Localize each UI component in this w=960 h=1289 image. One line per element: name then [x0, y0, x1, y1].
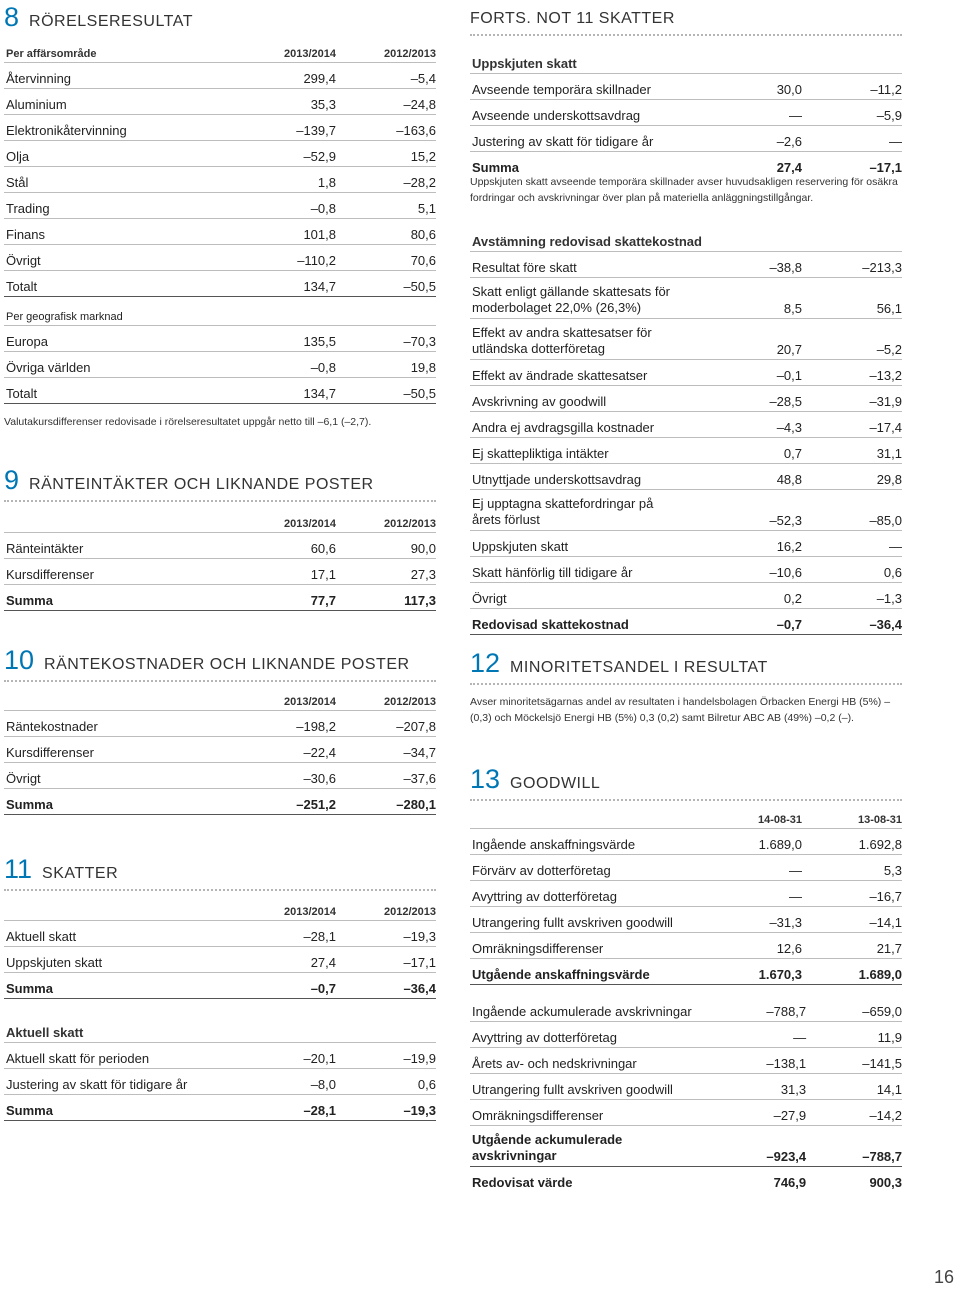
row-label: Övrigt: [470, 583, 682, 609]
row-label: Skatt hänförlig till tidigare år: [470, 557, 682, 583]
value-current: —: [682, 881, 802, 907]
value-current: 27,4: [216, 947, 336, 973]
row-label: Aluminium: [4, 89, 216, 115]
value-current: –30,6: [216, 763, 336, 789]
value-current: –52,3: [682, 490, 802, 531]
value-previous: –5,9: [802, 100, 902, 126]
note-8-heading: [4, 4, 436, 31]
row-label: Europa: [4, 326, 216, 352]
header-year-current: 14-08-31: [682, 806, 802, 829]
table-row: [470, 933, 902, 959]
value-current: –923,4: [692, 1126, 806, 1167]
value-previous: –19,9: [336, 1043, 436, 1069]
value-current: –20,1: [216, 1043, 336, 1069]
value-current: 17,1: [216, 559, 336, 585]
value-previous: 80,6: [336, 219, 436, 245]
table-row: [4, 559, 436, 585]
value-current: 16,2: [682, 531, 802, 557]
table-subheader: [4, 300, 436, 326]
table-header: [4, 40, 436, 63]
table-row: [4, 737, 436, 763]
table-header: [4, 510, 436, 533]
note-10-heading: [4, 647, 436, 682]
value-current: –28,5: [682, 386, 802, 412]
value-current: –198,2: [216, 711, 336, 737]
table-row: [4, 1095, 436, 1121]
value-current: –788,7: [692, 996, 806, 1022]
row-label: Årets av- och nedskrivningar: [470, 1048, 692, 1074]
value-previous: —: [802, 531, 902, 557]
table-subheader: [470, 48, 902, 74]
value-current: –28,1: [216, 1095, 336, 1121]
row-label: Ej upptagna skattefordringar på årets förlust: [470, 490, 682, 531]
value-previous: –14,2: [806, 1100, 902, 1126]
note-number: 8: [4, 2, 20, 32]
row-label: Aktuell skatt för perioden: [4, 1043, 216, 1069]
note-title: SKATTER: [42, 865, 119, 882]
note-number: 13: [470, 764, 501, 794]
value-previous: –5,2: [802, 319, 902, 360]
row-label: Redovisad skattekostnad: [470, 609, 682, 635]
value-current: 299,4: [216, 63, 336, 89]
row-label: Avskrivning av goodwill: [470, 386, 682, 412]
value-previous: 900,3: [869, 1175, 902, 1190]
value-previous: –14,1: [802, 907, 902, 933]
row-label: Ingående anskaffningsvärde: [470, 829, 682, 855]
table-row: [4, 89, 436, 115]
row-label: Omräkningsdifferenser: [470, 933, 682, 959]
value-current: —: [682, 855, 802, 881]
header-label: [4, 688, 216, 711]
value-current: —: [682, 100, 802, 126]
value-previous: –19,3: [336, 921, 436, 947]
table-row: [470, 1167, 902, 1193]
row-label: Avseende underskottsavdrag: [470, 100, 682, 126]
row-label: Utrangering fullt avskriven goodwill: [470, 907, 682, 933]
value-current: –2,6: [682, 126, 802, 152]
value-current: –0,8: [216, 193, 336, 219]
value-previous: –36,4: [336, 973, 436, 999]
table-row: [4, 378, 436, 404]
row-label: Summa: [472, 160, 519, 175]
value-current: 101,8: [216, 219, 336, 245]
value-previous: –31,9: [802, 386, 902, 412]
value-previous: 56,1: [802, 278, 902, 319]
value-previous: –17,1: [869, 160, 902, 175]
table-row: [4, 585, 436, 611]
value-previous: 0,6: [802, 557, 902, 583]
dotted-divider: [4, 889, 436, 891]
value-current: 20,7: [682, 319, 802, 360]
value-current: 746,9: [773, 1175, 807, 1190]
table-row: [470, 319, 902, 360]
currency-note: Valutakursdifferenser redovisade i rörelseresultatet uppgår netto till –6,1 (–2,7).: [4, 416, 372, 428]
table-row: [470, 557, 902, 583]
header-label: Per affärsområde: [4, 40, 216, 63]
table-row: [470, 855, 902, 881]
table-row: [4, 711, 436, 737]
note-title: RÄNTEINTÄKTER OCH LIKNANDE POSTER: [29, 476, 374, 493]
value-previous: –24,8: [336, 89, 436, 115]
value-current: 1,8: [216, 167, 336, 193]
row-label: Andra ej avdragsgilla kostnader: [470, 412, 682, 438]
dotted-divider: [470, 34, 902, 36]
subheader-label: Aktuell skatt: [4, 1017, 436, 1043]
table-row: [470, 386, 902, 412]
subheader-label: Avstämning redovisad skattekostnad: [470, 226, 902, 252]
row-label: Räntekostnader: [4, 711, 216, 737]
value-current: –251,2: [216, 789, 336, 815]
table-row: [4, 167, 436, 193]
note-title: RÖRELSERESULTAT: [29, 13, 194, 30]
table-row: [470, 531, 902, 557]
table-row: [4, 193, 436, 219]
table-row: [470, 609, 902, 635]
value-current: –28,1: [216, 921, 336, 947]
value-current: –0,7: [216, 973, 336, 999]
value-current: —: [692, 1022, 806, 1048]
header-year-previous: 2012/2013: [336, 688, 436, 711]
value-previous: –70,3: [336, 326, 436, 352]
dotted-divider: [470, 683, 902, 685]
table-row: [4, 789, 436, 815]
table-row: [4, 921, 436, 947]
value-current: 8,5: [682, 278, 802, 319]
value-previous: –37,6: [336, 763, 436, 789]
value-current: 35,3: [216, 89, 336, 115]
table-row: [4, 271, 436, 297]
value-current: –0,8: [216, 352, 336, 378]
current-tax-table: [4, 1017, 436, 1121]
header-year-current: 2013/2014: [216, 510, 336, 533]
header-label: [4, 898, 216, 921]
row-label: Resultat före skatt: [470, 252, 682, 278]
header-year-current: 2013/2014: [216, 688, 336, 711]
interest-expense-table: [4, 688, 436, 815]
note-title: MINORITETSANDEL I RESULTAT: [510, 659, 768, 676]
table-row: [470, 100, 902, 126]
header-label: [470, 806, 682, 829]
row-label: Olja: [4, 141, 216, 167]
value-current: 0,7: [682, 438, 802, 464]
value-previous: 5,3: [802, 855, 902, 881]
table-row: [470, 996, 902, 1022]
value-previous: –13,2: [802, 360, 902, 386]
table-row: [470, 490, 902, 531]
row-label: Avyttring av dotterföretag: [470, 881, 682, 907]
value-current: 135,5: [216, 326, 336, 352]
table-header: [4, 898, 436, 921]
value-previous: 29,8: [802, 464, 902, 490]
value-previous: 19,8: [336, 352, 436, 378]
goodwill-acquisition-table: [470, 806, 902, 985]
table-row: [4, 245, 436, 271]
row-label: Summa: [4, 585, 216, 611]
value-previous: 21,7: [802, 933, 902, 959]
row-label: Stål: [4, 167, 216, 193]
subheader-label: Uppskjuten skatt: [470, 48, 902, 74]
table-row: [470, 464, 902, 490]
tax-table: [4, 898, 436, 999]
table-row: [4, 115, 436, 141]
table-row: [470, 438, 902, 464]
value-previous: –141,5: [806, 1048, 902, 1074]
row-label: Övrigt: [4, 245, 216, 271]
value-previous: –280,1: [336, 789, 436, 815]
table-row: [470, 1100, 902, 1126]
table-row: [4, 352, 436, 378]
value-current: 31,3: [692, 1074, 806, 1100]
row-label: Ingående ackumulerade avskrivningar: [470, 996, 692, 1022]
table-row: [470, 1048, 902, 1074]
value-previous: 15,2: [336, 141, 436, 167]
dotted-divider: [4, 500, 436, 502]
value-current: 77,7: [216, 585, 336, 611]
table-row: [4, 947, 436, 973]
header-label: [4, 510, 216, 533]
minority-text: Avser minoritetsägarnas andel av resultaten i handelsbolagen Örbacken Energi HB (5%) – (0,3) och Möckelsjö Energi HB (5%) 0,3 (0,2) samt Bilretur ABC AB (49%) –0,2 (–).: [470, 696, 891, 724]
table-row: [470, 881, 902, 907]
row-label: Ej skattepliktiga intäkter: [470, 438, 682, 464]
row-label: Justering av skatt för tidigare år: [470, 126, 682, 152]
row-label: Effekt av ändrade skattesatser: [470, 360, 682, 386]
row-label: Totalt: [4, 378, 216, 404]
row-label: Ränteintäkter: [4, 533, 216, 559]
dotted-divider: [4, 680, 436, 682]
table-row: [4, 763, 436, 789]
value-previous: 27,3: [336, 559, 436, 585]
value-current: –0,7: [682, 609, 802, 635]
deferred-tax-table: [470, 48, 902, 177]
value-previous: –85,0: [802, 490, 902, 531]
table-row: [470, 412, 902, 438]
value-previous: –213,3: [802, 252, 902, 278]
value-previous: –17,4: [802, 412, 902, 438]
row-label: Summa: [4, 1095, 216, 1121]
note-number: 9: [4, 465, 20, 495]
interest-income-table: [4, 510, 436, 611]
table-row: [470, 907, 902, 933]
row-label: Avseende temporära skillnader: [470, 74, 682, 100]
value-current: 12,6: [682, 933, 802, 959]
row-label: Kursdifferenser: [4, 559, 216, 585]
header-year-previous: 2012/2013: [336, 40, 436, 63]
row-label: Uppskjuten skatt: [4, 947, 216, 973]
value-current: –10,6: [682, 557, 802, 583]
value-current: –52,9: [216, 141, 336, 167]
value-previous: 117,3: [336, 585, 436, 611]
value-previous: —: [802, 126, 902, 152]
note-13-heading: [470, 766, 902, 801]
value-previous: 31,1: [802, 438, 902, 464]
note-9-heading: [4, 467, 436, 502]
row-label: Förvärv av dotterföretag: [470, 855, 682, 881]
value-previous: 90,0: [336, 533, 436, 559]
header-year-previous: 13-08-31: [802, 806, 902, 829]
row-label: Effekt av andra skattesatser för utländska dotterföretag: [470, 319, 682, 360]
row-label: Summa: [4, 789, 216, 815]
table-row: [4, 973, 436, 999]
value-current: –31,3: [682, 907, 802, 933]
value-previous: 1.689,0: [802, 959, 902, 985]
row-label: Övriga världen: [4, 352, 216, 378]
continued-note-11-heading: [470, 10, 902, 36]
row-label: Uppskjuten skatt: [470, 531, 682, 557]
table-row: [470, 252, 902, 278]
note-number: 11: [4, 854, 33, 884]
page-number: 16: [933, 1267, 954, 1287]
value-current: –8,0: [216, 1069, 336, 1095]
value-current: –139,7: [216, 115, 336, 141]
row-label: Övrigt: [4, 763, 216, 789]
value-previous: –34,7: [336, 737, 436, 763]
value-current: –22,4: [216, 737, 336, 763]
value-previous: –163,6: [336, 115, 436, 141]
value-current: –110,2: [216, 245, 336, 271]
row-label: Utgående anskaffningsvärde: [470, 959, 682, 985]
value-current: 1.670,3: [682, 959, 802, 985]
subheader-label: Per geografisk marknad: [4, 300, 436, 326]
table-row: [470, 1022, 902, 1048]
value-current: –138,1: [692, 1048, 806, 1074]
table-row: [4, 63, 436, 89]
note-title: RÄNTEKOSTNADER OCH LIKNANDE POSTER: [44, 656, 410, 673]
value-current: 1.689,0: [682, 829, 802, 855]
goodwill-depreciation-table: [470, 996, 902, 1192]
header-year-current: 2013/2014: [216, 40, 336, 63]
row-label: Aktuell skatt: [4, 921, 216, 947]
value-previous: 0,6: [336, 1069, 436, 1095]
value-previous: –28,2: [336, 167, 436, 193]
table-row: [4, 326, 436, 352]
row-label: Omräkningsdifferenser: [470, 1100, 692, 1126]
value-current: 134,7: [216, 378, 336, 404]
row-label: Utgående ackumulerade avskrivningar: [470, 1126, 692, 1167]
value-previous: –19,3: [336, 1095, 436, 1121]
table-row: [470, 126, 902, 152]
row-label: Utrangering fullt avskriven goodwill: [470, 1074, 692, 1100]
value-current: 134,7: [216, 271, 336, 297]
value-current: –4,3: [682, 412, 802, 438]
deferred-tax-note: Uppskjuten skatt avseende temporära skillnader avser huvudsakligen reservering för osäkra fordringar och avskrivningar över plan på materiella anläggningstillgångar.: [470, 176, 898, 204]
row-label: Kursdifferenser: [4, 737, 216, 763]
value-current: –27,9: [692, 1100, 806, 1126]
value-previous: 70,6: [336, 245, 436, 271]
value-current: 48,8: [682, 464, 802, 490]
value-previous: 5,1: [336, 193, 436, 219]
table-header: [470, 806, 902, 829]
value-previous: –17,1: [336, 947, 436, 973]
value-previous: 11,9: [806, 1022, 902, 1048]
value-current: –0,1: [682, 360, 802, 386]
value-current: 27,4: [776, 160, 802, 175]
header-year-current: 2013/2014: [216, 898, 336, 921]
value-previous: –1,3: [802, 583, 902, 609]
table-row: [470, 1074, 902, 1100]
row-label: Skatt enligt gällande skattesats för moderbolaget 22,0% (26,3%): [470, 278, 682, 319]
note-title: FORTS. NOT 11 SKATTER: [470, 10, 675, 27]
table-row: [4, 219, 436, 245]
note-title: GOODWILL: [510, 775, 601, 792]
tax-reconciliation-table: [470, 226, 902, 635]
row-label: Justering av skatt för tidigare år: [4, 1069, 216, 1095]
row-label: Redovisat värde: [472, 1175, 573, 1190]
value-previous: 14,1: [806, 1074, 902, 1100]
row-label: Elektronikåtervinning: [4, 115, 216, 141]
table-row: [470, 360, 902, 386]
dotted-divider: [470, 799, 902, 801]
segment-table: [4, 40, 436, 297]
value-previous: –16,7: [802, 881, 902, 907]
value-previous: –11,2: [802, 74, 902, 100]
header-year-previous: 2012/2013: [336, 510, 436, 533]
note-12-heading: [470, 650, 902, 685]
value-current: 0,2: [682, 583, 802, 609]
value-previous: –50,5: [336, 378, 436, 404]
value-current: 30,0: [682, 74, 802, 100]
table-header: [4, 688, 436, 711]
table-row: [4, 141, 436, 167]
row-label: Avyttring av dotterföretag: [470, 1022, 692, 1048]
row-label: Utnyttjade underskottsavdrag: [470, 464, 682, 490]
value-previous: –36,4: [802, 609, 902, 635]
value-previous: –50,5: [336, 271, 436, 297]
note-number: 10: [4, 645, 35, 675]
table-subheader: [470, 226, 902, 252]
table-row: [470, 278, 902, 319]
value-current: 60,6: [216, 533, 336, 559]
table-row: [470, 74, 902, 100]
value-previous: 1.692,8: [802, 829, 902, 855]
table-row: [4, 1069, 436, 1095]
value-previous: –207,8: [336, 711, 436, 737]
table-row: [470, 959, 902, 985]
header-year-previous: 2012/2013: [336, 898, 436, 921]
row-label: Trading: [4, 193, 216, 219]
note-11-heading: [4, 856, 436, 891]
table-row: [470, 1126, 902, 1167]
value-previous: –659,0: [806, 996, 902, 1022]
row-label: Återvinning: [4, 63, 216, 89]
table-row: [4, 533, 436, 559]
table-row: [470, 829, 902, 855]
value-previous: –788,7: [806, 1126, 902, 1167]
row-label: Finans: [4, 219, 216, 245]
row-label: Summa: [4, 973, 216, 999]
value-current: –38,8: [682, 252, 802, 278]
value-previous: –5,4: [336, 63, 436, 89]
table-row: [470, 583, 902, 609]
geographic-table: [4, 300, 436, 404]
note-number: 12: [470, 648, 501, 678]
row-label: Totalt: [4, 271, 216, 297]
table-row: [4, 1043, 436, 1069]
table-subheader: [4, 1017, 436, 1043]
